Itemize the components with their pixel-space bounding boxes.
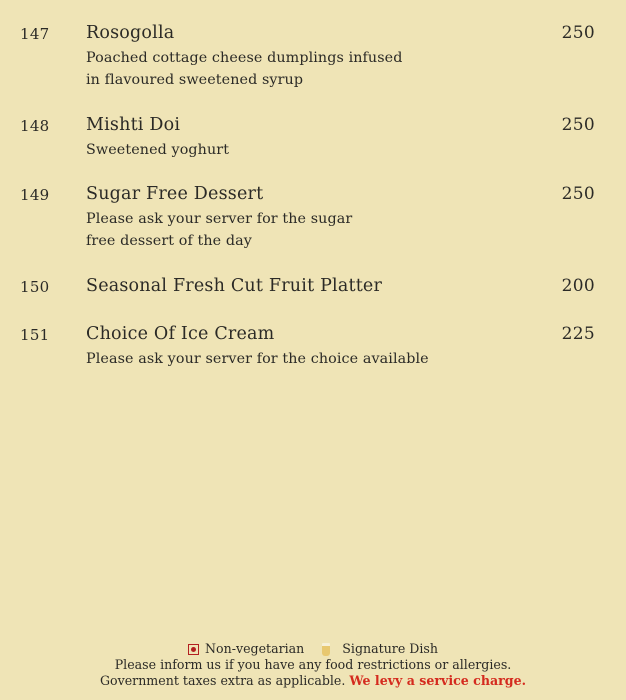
item-description	[86, 208, 506, 252]
non-veg-label: Non-vegetarian	[205, 641, 305, 656]
item-description	[86, 139, 506, 161]
allergy-note: Please inform us if you have any food restrictions or allergies.	[114, 657, 512, 672]
item-number: 151	[20, 326, 50, 344]
item-name: Rosogolla	[86, 23, 175, 43]
item-name: Sugar Free Dessert	[86, 184, 264, 204]
signature-dish-icon	[322, 643, 330, 656]
tax-note-line	[0, 673, 626, 689]
item-price: 250	[561, 184, 595, 204]
item-price: 250	[561, 115, 595, 135]
item-description-line: Sweetened yoghurt	[86, 142, 230, 158]
item-name: Mishti Doi	[86, 115, 181, 135]
item-number: 150	[20, 278, 50, 296]
item-name: Seasonal Fresh Cut Fruit Platter	[86, 276, 383, 296]
menu-footer	[0, 641, 626, 689]
legend	[0, 641, 626, 657]
non-veg-icon	[188, 644, 199, 655]
item-price: 250	[561, 23, 595, 43]
item-description-line: Please ask your server for the sugar	[86, 211, 353, 227]
item-description	[86, 47, 506, 91]
item-number: 149	[20, 186, 50, 204]
item-description-line: Please ask your server for the choice available	[86, 351, 429, 367]
item-number: 148	[20, 117, 50, 135]
item-description	[86, 348, 506, 370]
service-charge-note: We levy a service charge.	[349, 673, 527, 688]
item-price: 225	[561, 324, 595, 344]
item-number: 147	[20, 25, 50, 43]
signature-label: Signature Dish	[342, 641, 438, 656]
tax-note: Government taxes extra as applicable.	[99, 673, 346, 688]
item-description-line: Poached cottage cheese dumplings infused	[86, 50, 403, 66]
item-price: 200	[561, 276, 595, 296]
item-description-line: free dessert of the day	[86, 233, 252, 249]
item-description-line: in flavoured sweetened syrup	[86, 72, 304, 88]
item-name: Choice Of Ice Cream	[86, 324, 275, 344]
